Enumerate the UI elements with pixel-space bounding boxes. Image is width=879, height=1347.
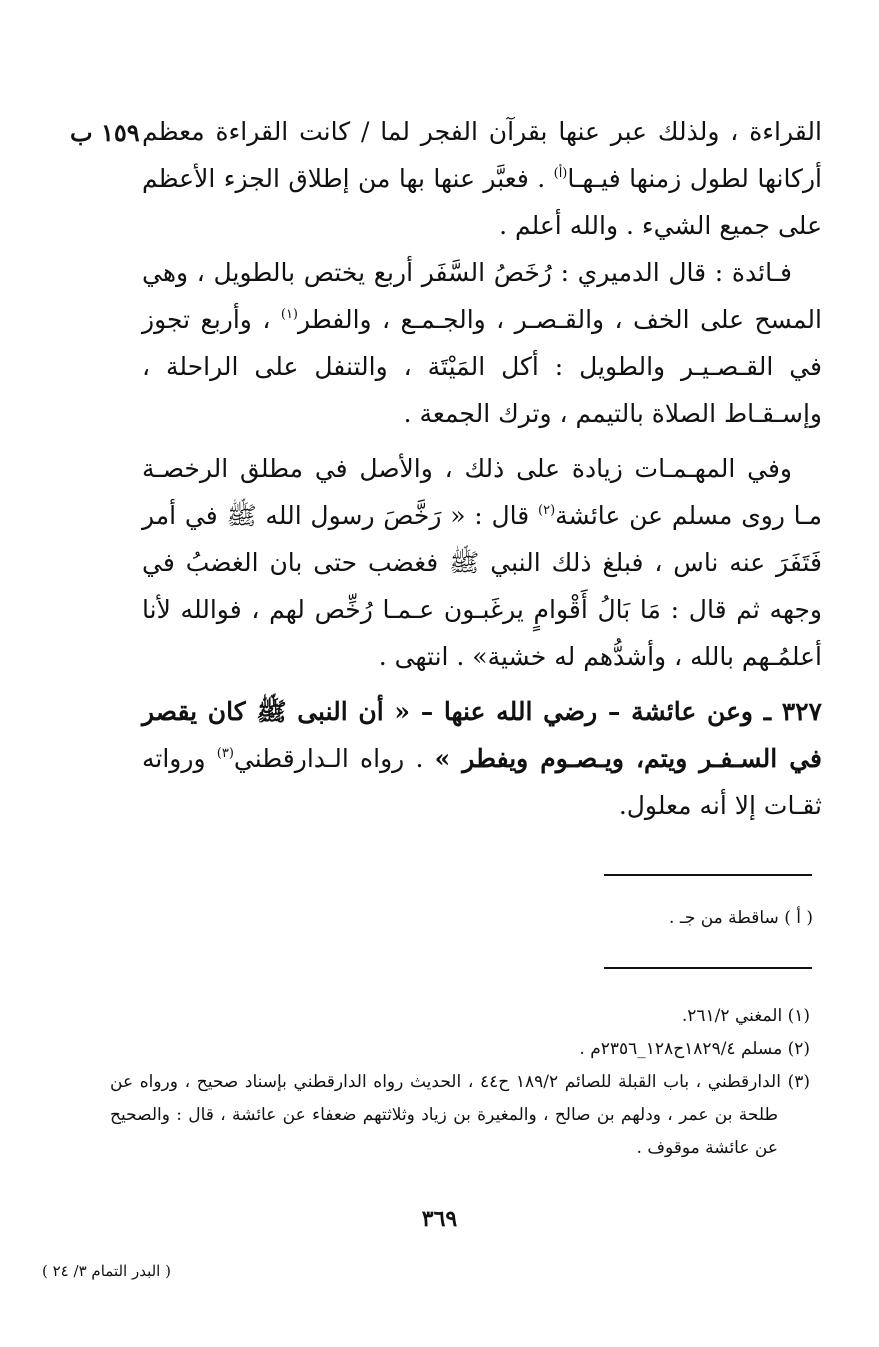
paragraph-hadith-327: [142, 688, 822, 829]
main-text: [142, 108, 822, 829]
paragraph-text: القراءة ، ولذلك عبر عنها بقرآن الفجر لما / كانت القراءة معظم أركانها لطول زمنها فيـهـا: [142, 117, 822, 193]
footnote-2: (٢) مسلم ١٨٢٩/٤ح١٢٨_٢٣٥٦م .: [579, 1039, 810, 1059]
apparatus-note: ( أ ) ساقطة من جـ .: [669, 908, 813, 928]
manuscript-folio-marker: ١٥٩ ب: [70, 118, 140, 147]
paragraph-text: ورواته ثقـات إلا أنه معلول.: [142, 744, 822, 820]
paragraph-text: . فعبَّر عنها بها من إطلاق الجزء الأعظم على جميع الشيء . والله أعلم .: [142, 164, 822, 240]
paragraph-text: . رواه الـدارقطني: [233, 744, 424, 773]
footnote-marker-1: (١): [280, 307, 298, 322]
paragraph-text: قال : « رَخَّصَ رسول الله ﷺ في أمر فَتَفَرَ عنه ناس ، فبلغ ذلك النبي ﷺ فغضب حتى بان الغضبُ في وجهه ثم قال : مَا بَالُ أَقْوامٍ يرغَبـون عـمـا رُخِّص لهم ، فوالله لأنا أعلمُـهم بالله ، وأشدُّهم له خشية» . انتهى .: [142, 501, 822, 671]
footnote-3: (٣) الدارقطني ، باب القبلة للصائم ١٨٩/٢ ح٤٤ ، الحديث رواه الدارقطني بإسناد صحيح ، ورواه عن طلحة بن عمر ، ودلهم بن صالح ، والمغيرة بن زياد وثلاثتهم ضعفاء عن عائشة ، قال : والصحيح عن عائشة موقوف .: [110, 1072, 810, 1158]
hadith-text: ٣٢٧ ـ وعن عائشة – رضي الله عنها – « أن النبى ﷺ كان يقصر في السـفـر ويتم، ويـصـوم ويفطر »: [142, 697, 823, 773]
paragraph-qiraa: [142, 108, 822, 249]
paragraph-text: فـائدة : قال الدميري : رُخَصُ السَّفَر أربع يختص بالطويل ، وهي المسح على الخف ، والقـصـر ، والجـمـع ، والفطر: [142, 258, 822, 334]
footnote-divider: [604, 967, 812, 969]
page-number: ٣٦٩: [421, 1206, 458, 1232]
paragraph-faida: [142, 249, 822, 437]
paragraph-text: وفي المهـمـات زيادة على ذلك ، والأصل في مطلق الرخصـة مـا روى مسلم عن عائشة: [142, 454, 823, 530]
footnote-marker-2: (٢): [538, 503, 556, 518]
note-marker-alpha: (أ): [553, 166, 568, 181]
footnote-1: (١) المغني ٢٦١/٢.: [681, 1006, 810, 1026]
footnote-divider-apparatus: [604, 874, 812, 876]
running-footer: ( البدر التمام ٣/ ٢٤ ): [42, 1262, 171, 1280]
paragraph-muhimmat: [142, 445, 822, 680]
footnotes: [110, 1000, 810, 1165]
paragraph-text: ، وأربع تجوز في القـصـيـر والطويل : أكل المَيْتَة ، والتنفل على الراحلة ، وإسـقـاط الصلاة بالتيمم ، وترك الجمعة .: [142, 305, 822, 428]
footnote-marker-3: (٣): [216, 746, 234, 761]
